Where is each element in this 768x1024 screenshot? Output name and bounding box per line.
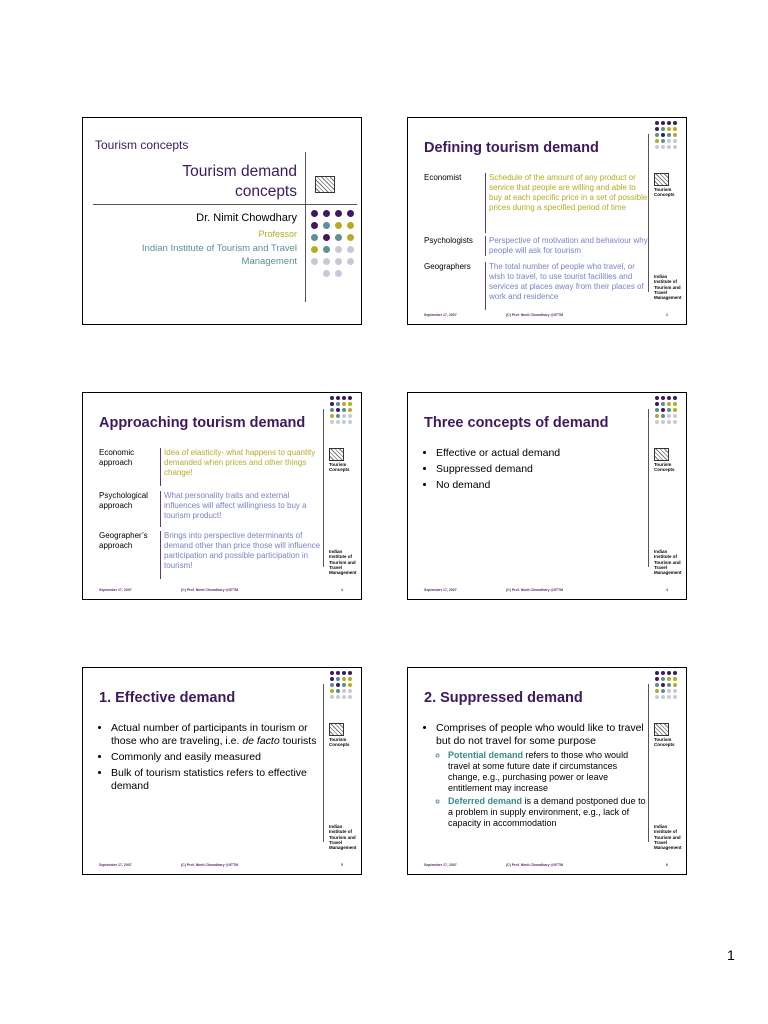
decorative-dot [661,408,665,412]
item-text: Comprises of people who would like to travel but do not travel for some purpose [436,722,644,747]
decorative-dot [655,677,659,681]
slide-title: Approaching tourism demand [99,415,306,431]
decorative-dot [323,210,330,217]
decorative-dot [661,677,665,681]
decorative-dot [667,683,671,687]
decorative-dot [667,420,671,424]
decorative-dot [667,677,671,681]
decorative-dot [655,145,659,149]
tourism-concepts-logo [654,723,684,747]
list-item: • Commonly and easily measured [111,751,321,764]
decorative-dot [347,210,354,217]
decorative-dot [673,677,677,681]
decorative-dot [330,396,334,400]
definition-row [424,262,648,312]
decorative-dot [342,408,346,412]
row-label: Psychologists [424,236,473,245]
logo-label: Tourism Concepts [654,462,675,472]
author-role: Professor [258,229,297,239]
decorative-dot [330,671,334,675]
decorative-dot [348,402,352,406]
decorative-dot [347,246,354,253]
decorative-dot [330,420,334,424]
slide-number: 3 [341,588,343,592]
decorative-dot [667,414,671,418]
decorative-dot [667,671,671,675]
decorative-dot [335,234,342,241]
decorative-dot [323,222,330,229]
decorative-dot [661,671,665,675]
decorative-dot [348,408,352,412]
approach-row [99,491,323,529]
slide-title [143,162,297,202]
footer-credit: (C) Prof. Nimit Chowdhary @IITTM [506,313,564,317]
decorative-dot [661,683,665,687]
decorative-dot [655,671,659,675]
term: Deferred demand [448,796,523,806]
decorative-dot [311,234,318,241]
author-institute [103,242,297,268]
row-text: What personality traits and external influences will affect willingness to buy a tourism product! [160,491,324,527]
vertical-divider [305,152,306,302]
decorative-dot [673,121,677,125]
slide-title: Three concepts of demand [424,415,609,431]
vertical-divider [648,409,649,567]
slide-title: 2. Suppressed demand [424,690,583,706]
vertical-divider [323,684,324,842]
list-item: • Effective or actual demand [436,447,646,460]
decorative-dot [655,408,659,412]
decorative-dot [673,420,677,424]
decorative-dot [311,258,318,265]
item-text: refers to those who would travel at some future date if circumstances change, e.g., purchasing power or leave entitlement may increase [448,750,629,793]
decorative-dot [347,222,354,229]
institute-label: Indian Institute of Tourism and Travel Management [329,549,357,576]
decorative-dot [655,133,659,137]
decorative-dot [661,402,665,406]
tourism-picture-icon [654,448,669,461]
decorative-dot [667,139,671,143]
decorative-dot [330,683,334,687]
footer-credit: (C) Prof. Nimit Chowdhary @IITTM [506,863,564,867]
row-text: Brings into perspective determinants of demand other than price those will influence participation and possible participation in tourism! [160,531,324,579]
row-label: Psychological approach [99,491,148,510]
row-label: Geographers [424,262,471,271]
decorative-dot [336,414,340,418]
decorative-dot [336,402,340,406]
sub-item [448,796,646,829]
page-number: 1 [727,947,735,963]
row-label: Economic approach [99,448,135,467]
decorative-dot [342,689,346,693]
decorative-dot [335,210,342,217]
footer-credit: (C) Prof. Nimit Chowdhary @IITTM [181,863,239,867]
slide-number: 5 [341,863,343,867]
decorative-dot [673,689,677,693]
institute-label: Indian Institute of Tourism and Travel Management [329,824,357,851]
decorative-dot [673,408,677,412]
decorative-dot [655,402,659,406]
decorative-dot [655,414,659,418]
tourism-picture-icon [329,723,344,736]
institute-label: Indian Institute of Tourism and Travel Management [654,274,682,301]
decorative-dot [348,420,352,424]
decorative-dot [330,414,334,418]
decorative-dot [342,420,346,424]
decorative-dot [336,689,340,693]
decorative-dot [661,689,665,693]
bullet-list [99,722,321,796]
slide-5 [82,667,362,875]
decorative-dot [673,671,677,675]
decorative-dot [655,121,659,125]
institute-line-2: Management [241,256,297,267]
decorative-dot [347,234,354,241]
slide-number: 6 [666,863,668,867]
decorative-dot [667,145,671,149]
decorative-dot [311,210,318,217]
footer-date: September 17, 2007 [424,313,457,317]
approach-row [99,448,323,488]
tourism-picture-icon [315,176,335,193]
row-text: Perspective of motivation and behaviour why people will ask for tourism [485,236,649,256]
sub-list [436,750,646,829]
item-text: Actual number of participants in tourism or those who are traveling, i.e. [111,722,308,747]
tourism-concepts-logo [329,448,359,472]
list-item: • Bulk of tourism statistics refers to effective demand [111,767,321,793]
title-line-2: concepts [234,183,297,200]
decorative-dot [348,689,352,693]
decorative-dot [330,677,334,681]
decorative-dot [661,121,665,125]
decorative-dot [323,246,330,253]
decorative-dot [655,683,659,687]
item-text: tourists [279,735,317,747]
row-label: Economist [424,173,462,182]
slide-4 [407,392,687,600]
tourism-concepts-logo [329,723,359,747]
decorative-dot [336,420,340,424]
decorative-dot [673,133,677,137]
definition-row [424,173,648,235]
decorative-dot [655,139,659,143]
decorative-dot [661,414,665,418]
row-text: Schedule of the amount of any product or service that people are willing and able to buy at each specific price in a set of possible prices during a specified period of time [485,173,649,233]
decorative-dot-grid [311,210,359,280]
decorative-dot [661,396,665,400]
decorative-dot [342,671,346,675]
decorative-dot [336,671,340,675]
slide-1 [82,117,362,325]
decorative-dot [330,695,334,699]
slide-title: Defining tourism demand [424,140,599,156]
decorative-dot [342,396,346,400]
decorative-dot [655,695,659,699]
decorative-dot [311,246,318,253]
decorative-dot [673,396,677,400]
decorative-dot [330,408,334,412]
decorative-dot [673,145,677,149]
decorative-dot [667,408,671,412]
bullet-list [424,447,646,495]
slide-title: 1. Effective demand [99,690,236,706]
row-text: The total number of people who travel, or wish to travel, to use tourist facilities and services at places away from their places of work and residence [485,262,649,310]
decorative-dot [673,695,677,699]
decorative-dot [336,683,340,687]
decorative-dot [655,420,659,424]
slide-number: 2 [666,313,668,317]
decorative-dot [348,414,352,418]
institute-label: Indian Institute of Tourism and Travel Management [654,824,682,851]
definition-row [424,236,648,258]
list-item [436,722,646,829]
decorative-dot [348,683,352,687]
row-label: Geographer’s approach [99,531,148,550]
decorative-dot [673,139,677,143]
decorative-dot [667,402,671,406]
decorative-dot [342,414,346,418]
decorative-dot [667,121,671,125]
decorative-dot [335,222,342,229]
decorative-dot [661,127,665,131]
term: Potential demand [448,750,524,760]
footer-date: September 17, 2007 [99,863,132,867]
decorative-dot [348,695,352,699]
sub-item [448,750,646,794]
slide-6 [407,667,687,875]
decorative-dot [330,402,334,406]
item-emphasis: de facto [242,735,280,747]
tourism-picture-icon [654,723,669,736]
list-item [111,722,321,748]
decorative-dot [673,127,677,131]
decorative-dot [335,246,342,253]
decorative-dot [342,695,346,699]
logo-label: Tourism Concepts [329,737,350,747]
decorative-dot [330,689,334,693]
tourism-concepts-logo [654,448,684,472]
logo-label: Tourism Concepts [329,462,350,472]
logo-label: Tourism Concepts [654,187,675,197]
tourism-concepts-logo [654,173,684,197]
decorative-dot [311,222,318,229]
decorative-dot [335,270,342,277]
decorative-dot [667,695,671,699]
decorative-dot [655,127,659,131]
institute-line-1: Indian Institute of Tourism and Travel [141,243,297,254]
footer-date: September 17, 2007 [424,588,457,592]
tourism-picture-icon [654,173,669,186]
decorative-dot [348,671,352,675]
footer-credit: (C) Prof. Nimit Chowdhary @IITTM [181,588,239,592]
decorative-dot [342,677,346,681]
bullet-list [424,722,646,832]
decorative-dot [667,133,671,137]
decorative-dot [336,695,340,699]
decorative-dot [335,258,342,265]
decorative-dot [667,396,671,400]
decorative-dot [661,695,665,699]
decorative-dot [661,133,665,137]
decorative-dot [336,396,340,400]
title-line-1: Tourism demand [182,163,297,180]
decorative-dot [673,414,677,418]
decorative-dot [323,258,330,265]
footer-date: September 17, 2007 [99,588,132,592]
decorative-dot [342,683,346,687]
decorative-dot [347,258,354,265]
list-item: • No demand [436,479,646,492]
approach-row [99,531,323,581]
decorative-dot [661,420,665,424]
decorative-dot [667,127,671,131]
decorative-dot [336,408,340,412]
list-item: • Suppressed demand [436,463,646,476]
footer-date: September 17, 2007 [424,863,457,867]
decorative-dot [348,677,352,681]
decorative-dot [673,402,677,406]
decorative-dot [323,234,330,241]
item-text: is a demand postponed due to a problem in supply environment, e.g., lack of capacity in accommodation [448,796,646,828]
decorative-dot [655,396,659,400]
decorative-dot [655,689,659,693]
decorative-dot [673,683,677,687]
slide-header: Tourism concepts [95,138,189,152]
decorative-dot [348,396,352,400]
slide-3 [82,392,362,600]
row-text: Idea of elasticity- what happens to quantity demanded when prices and other things change! [160,448,324,486]
vertical-divider [648,684,649,842]
horizontal-divider [93,204,357,205]
decorative-dot [661,145,665,149]
decorative-dot [667,689,671,693]
decorative-dot [661,139,665,143]
slide-number: 4 [666,588,668,592]
slide-2 [407,117,687,325]
logo-label: Tourism Concepts [654,737,675,747]
decorative-dot [342,402,346,406]
institute-label: Indian Institute of Tourism and Travel Management [654,549,682,576]
decorative-dot [323,270,330,277]
decorative-dot [336,677,340,681]
footer-credit: (C) Prof. Nimit Chowdhary @IITTM [506,588,564,592]
author-name: Dr. Nimit Chowdhary [196,212,297,224]
tourism-picture-icon [329,448,344,461]
